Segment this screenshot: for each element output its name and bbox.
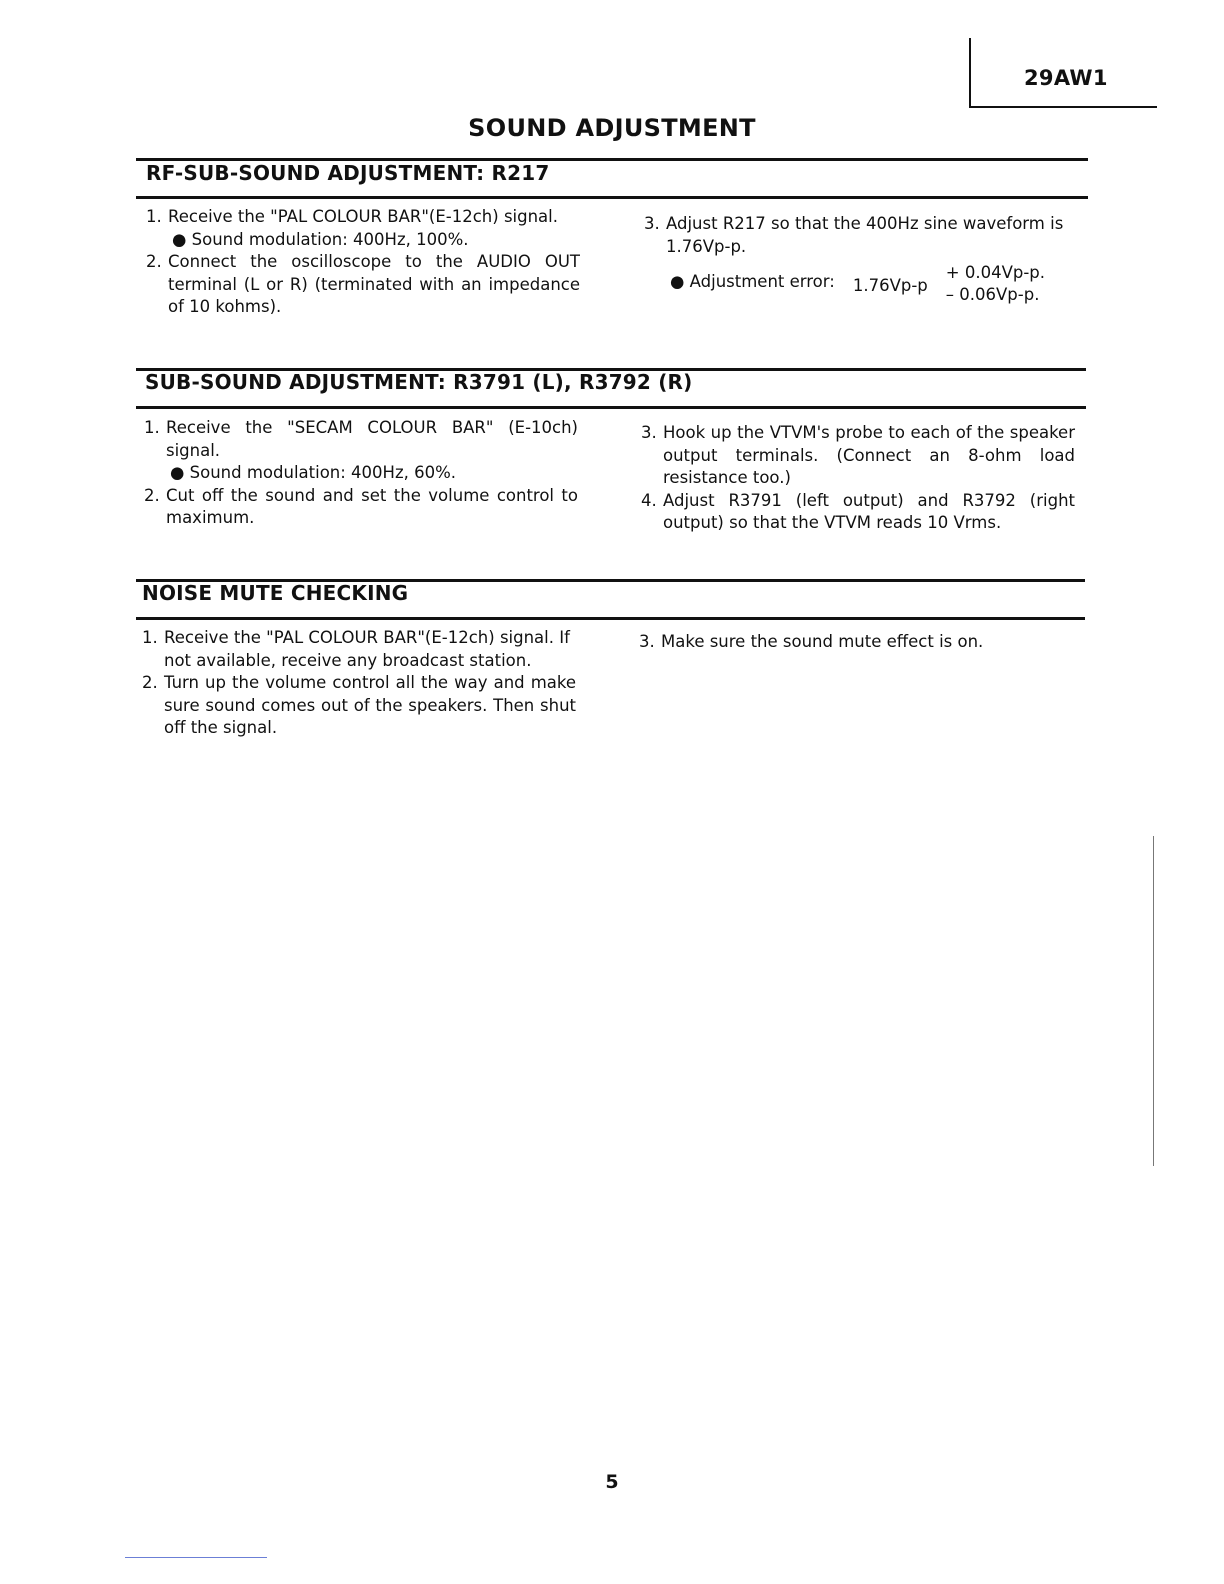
item-number: 2. <box>142 673 158 692</box>
list-item <box>142 627 576 672</box>
item-text: Turn up the volume control all the way and make sure sound comes out of the speakers. Then shut off the signal. <box>164 673 576 737</box>
error-plus: + 0.04Vp-p. <box>945 263 1046 282</box>
section-heading-noise-mute: NOISE MUTE CHECKING <box>142 581 409 605</box>
item-text: Receive the "SECAM COLOUR BAR" (E-10ch) signal. <box>166 418 578 460</box>
adjustment-error <box>666 258 1080 306</box>
section-1-right-column <box>644 213 1080 306</box>
item-text: Hook up the VTVM's probe to each of the speaker output terminals. (Connect an 8-ohm load resistance too.) <box>663 423 1075 487</box>
item-bullet: ● Adjustment error: <box>670 271 835 291</box>
item-bullet: ● Sound modulation: 400Hz, 60%. <box>170 463 457 482</box>
section-3-right-column <box>639 631 1073 654</box>
error-minus: – 0.06Vp-p. <box>945 285 1040 304</box>
page-number: 5 <box>605 1471 619 1493</box>
error-tolerance <box>946 262 1045 306</box>
item-number: 1. <box>144 418 160 437</box>
list-item <box>146 251 580 319</box>
list-item <box>644 213 1080 306</box>
section-1-left-column <box>146 206 580 319</box>
item-number: 1. <box>146 207 162 226</box>
section-bottom-rule <box>136 196 1088 199</box>
scan-edge-line <box>1153 836 1154 1166</box>
item-number: 1. <box>142 628 158 647</box>
item-text: Make sure the sound mute effect is on. <box>661 632 984 651</box>
list-item <box>144 485 578 530</box>
list-item <box>639 631 1073 654</box>
item-number: 2. <box>146 252 162 271</box>
list-item <box>142 672 576 740</box>
item-number: 3. <box>644 214 660 233</box>
section-heading-rf-sub-sound: RF-SUB-SOUND ADJUSTMENT: R217 <box>146 161 550 185</box>
list-item <box>144 417 578 485</box>
scan-edge-line <box>125 1557 267 1558</box>
section-2-left-column <box>144 417 578 530</box>
section-3-left-column <box>142 627 576 740</box>
section-2-right-column <box>641 422 1075 535</box>
item-text: Adjust R3791 (left output) and R3792 (right output) so that the VTVM reads 10 Vrms. <box>663 490 1075 532</box>
list-item <box>641 422 1075 490</box>
item-number: 3. <box>641 423 657 442</box>
item-bullet: ● Sound modulation: 400Hz, 100%. <box>172 229 469 249</box>
section-bottom-rule <box>136 617 1085 620</box>
section-bottom-rule <box>136 406 1086 409</box>
item-text: Receive the "PAL COLOUR BAR"(E-12ch) signal. <box>168 207 558 226</box>
model-number: 29AW1 <box>1024 66 1108 90</box>
section-heading-sub-sound: SUB-SOUND ADJUSTMENT: R3791 (L), R3792 (R) <box>145 370 693 394</box>
item-number: 3. <box>639 632 655 651</box>
item-number: 4. <box>641 490 657 510</box>
list-item <box>146 206 580 251</box>
item-text: Connect the oscilloscope to the AUDIO OUT terminal (L or R) (terminated with an impedance of 10 kohms). <box>168 252 580 316</box>
page-title: SOUND ADJUSTMENT <box>468 114 756 142</box>
item-number: 2. <box>144 485 160 505</box>
item-text: Adjust R217 so that the 400Hz sine waveform is 1.76Vp-p. <box>666 214 1064 256</box>
error-nominal-value: 1.76Vp-p <box>852 275 928 295</box>
list-item <box>641 490 1075 535</box>
item-text: Cut off the sound and set the volume control to maximum. <box>166 485 578 527</box>
item-text: Receive the "PAL COLOUR BAR"(E-12ch) signal. If not available, receive any broadcast station. <box>164 628 570 670</box>
